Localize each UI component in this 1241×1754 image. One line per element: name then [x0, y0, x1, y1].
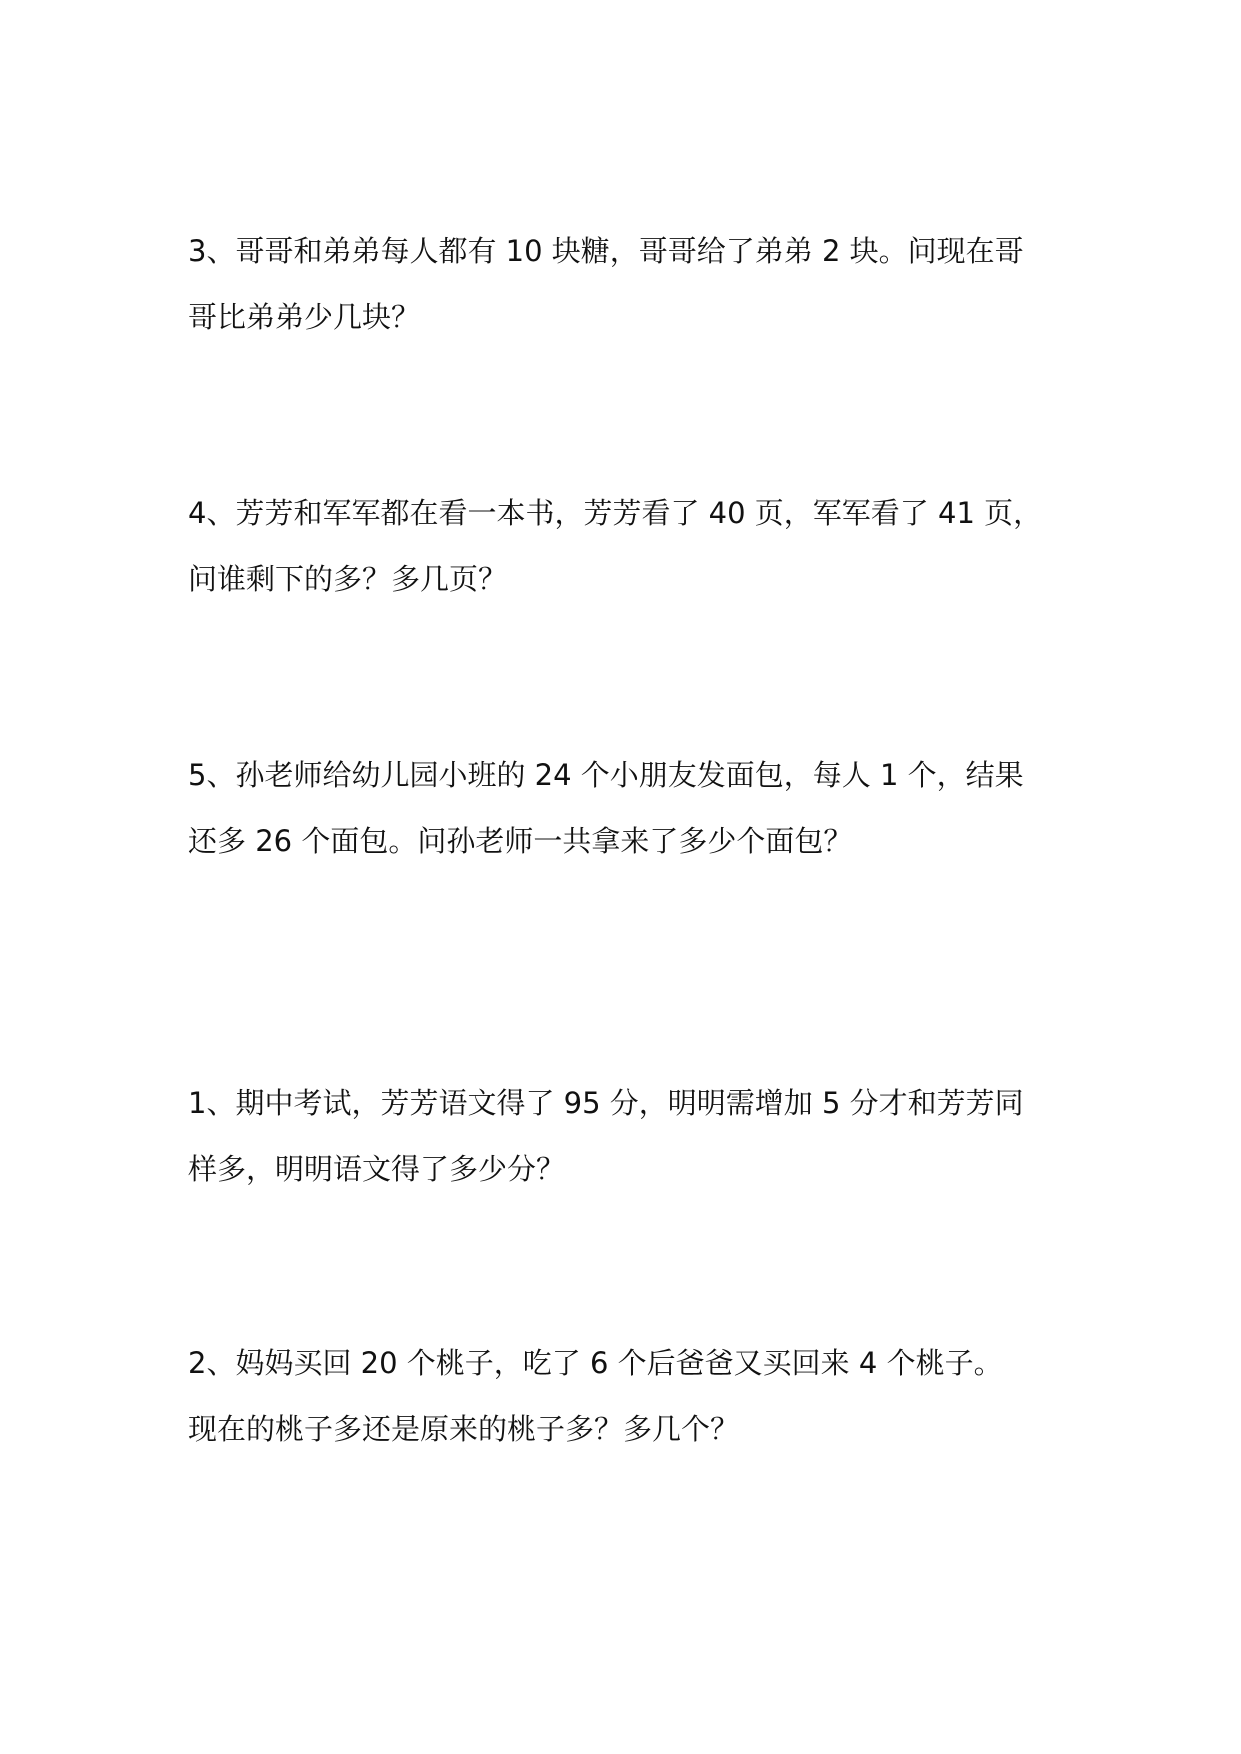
problem-line: 5、孙老师给幼儿园小班的 24 个小朋友发面包，每人 1 个，结果: [188, 758, 1024, 792]
problem-1: [188, 1070, 1068, 1202]
problem-5: [188, 742, 1068, 874]
problem-line: 2、妈妈买回 20 个桃子，吃了 6 个后爸爸又买回来 4 个桃子。: [188, 1346, 1003, 1380]
problem-line: 样多，明明语文得了多少分？: [188, 1152, 566, 1186]
problem-line: 问谁剩下的多？多几页？: [188, 562, 508, 596]
problem-line: 现在的桃子多还是原来的桃子多？多几个？: [188, 1412, 740, 1446]
problem-line: 哥比弟弟少几块？: [188, 300, 421, 334]
problem-line: 4、芳芳和军军都在看一本书，芳芳看了 40 页，军军看了 41 页，: [188, 496, 1043, 530]
problem-4: [188, 480, 1068, 612]
problem-3: [188, 218, 1068, 350]
problem-2: [188, 1330, 1068, 1462]
problem-line: 还多 26 个面包。问孙老师一共拿来了多少个面包？: [188, 824, 853, 858]
problem-line: 3、哥哥和弟弟每人都有 10 块糖，哥哥给了弟弟 2 块。问现在哥: [188, 234, 1024, 268]
problem-line: 1、期中考试，芳芳语文得了 95 分，明明需增加 5 分才和芳芳同: [188, 1086, 1024, 1120]
